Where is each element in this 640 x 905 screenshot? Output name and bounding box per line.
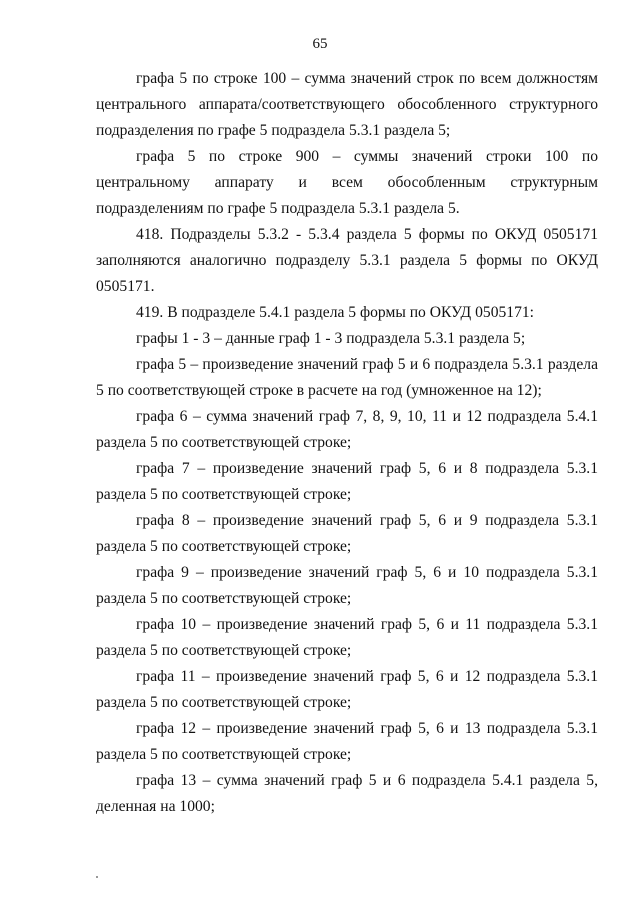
paragraph: 419. В подразделе 5.4.1 раздела 5 формы по ОКУД 0505171:: [136, 304, 535, 321]
paragraph: 418. Подразделы 5.3.2 - 5.3.4 раздела 5 формы по ОКУД 0505171 заполняются аналогично подразделу 5.3.1 раздела 5 формы по ОКУД 0505171.: [96, 226, 598, 295]
paragraph: графы 1 - 3 – данные граф 1 - 3 подраздела 5.3.1 раздела 5;: [136, 330, 526, 347]
page-number: 65: [312, 36, 328, 52]
paragraph: графа 7 – произведение значений граф 5, 6 и 8 подраздела 5.3.1 раздела 5 по соответствующей строке;: [96, 460, 598, 503]
paragraph: графа 9 – произведение значений граф 5, 6 и 10 подраздела 5.3.1 раздела 5 по соответствующей строке;: [96, 564, 598, 607]
paragraph: графа 8 – произведение значений граф 5, 6 и 9 подраздела 5.3.1 раздела 5 по соответствующей строке;: [96, 512, 598, 555]
paragraph: графа 12 – произведение значений граф 5, 6 и 13 подраздела 5.3.1 раздела 5 по соответствующей строке;: [96, 720, 598, 763]
paragraph: графа 13 – сумма значений граф 5 и 6 подраздела 5.4.1 раздела 5, деленная на 1000;: [96, 772, 598, 815]
paragraph: графа 6 – сумма значений граф 7, 8, 9, 10, 11 и 12 подраздела 5.4.1 раздела 5 по соответствующей строке;: [96, 408, 598, 451]
paragraph: графа 5 по строке 100 – сумма значений строк по всем должностям центрального аппарата/соответствующего обособленного структурного подразделения по графе 5 подраздела 5.3.1 раздела 5;: [96, 70, 598, 139]
paragraph: графа 11 – произведение значений граф 5, 6 и 12 подраздела 5.3.1 раздела 5 по соответствующей строке;: [96, 668, 598, 711]
scan-artifact: [96, 876, 98, 878]
document-body: [96, 66, 598, 820]
paragraph: графа 5 – произведение значений граф 5 и 6 подраздела 5.3.1 раздела 5 по соответствующей строке в расчете на год (умноженное на 12);: [96, 356, 598, 399]
paragraph: графа 5 по строке 900 – суммы значений строки 100 по центральному аппарату и всем обособленным структурным подразделениям по графе 5 подраздела 5.3.1 раздела 5.: [96, 148, 598, 217]
paragraph: графа 10 – произведение значений граф 5, 6 и 11 подраздела 5.3.1 раздела 5 по соответствующей строке;: [96, 616, 598, 659]
